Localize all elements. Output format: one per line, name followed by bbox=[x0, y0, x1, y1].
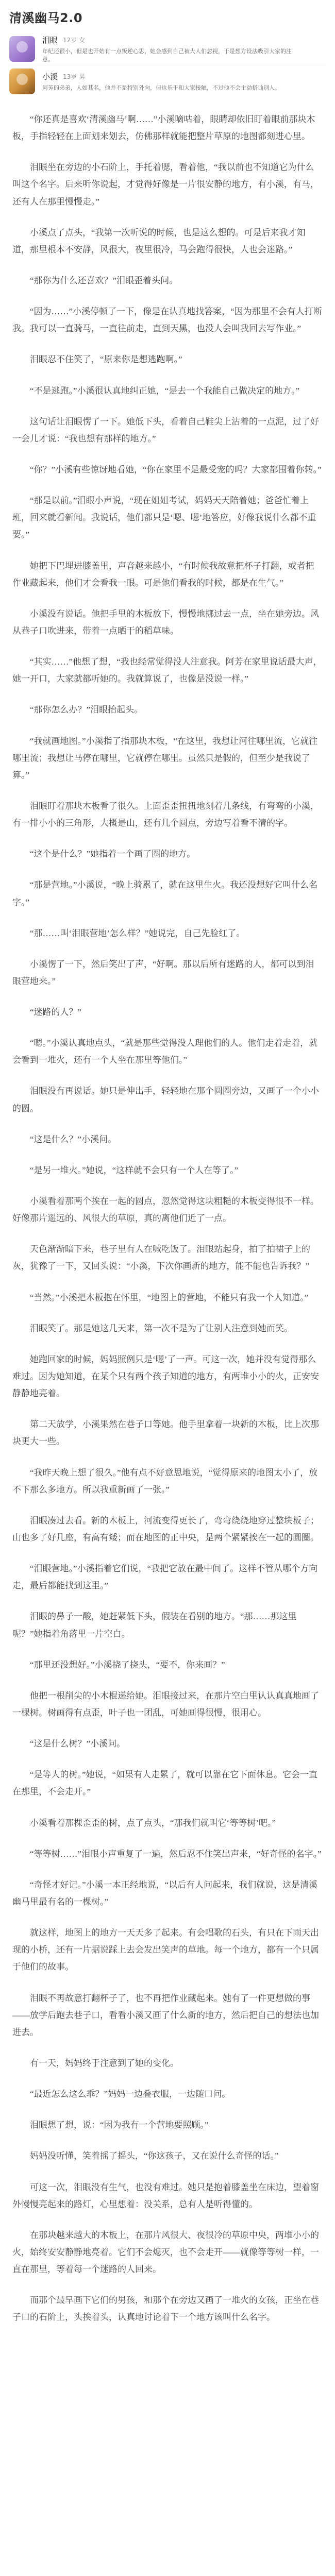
story-paragraph: “不是逃跑。”小溪很认真地纠正她，“是去一个我能自己做决定的地方。” bbox=[30, 385, 300, 396]
story-paragraph: 泪眼坐在旁边的小石阶上，手托着腮，看着他，“我以前也不知道它为什么叫这个名字。后来听你说起，才觉得好像是一片很安静的地方，有小溪，有马，还有人在那里慢慢走。” bbox=[12, 162, 319, 207]
role-info bbox=[42, 71, 280, 92]
story-paragraph: 就这样，地图上的地方一天天多了起来。有会唱歌的石头，有只在下雨天出现的小桥，还有一片据说踩上去会发出笑声的草地。每一个地方，都有一个只属于他们的故事。 bbox=[12, 1928, 319, 1972]
story-paragraph: 泪眼盯着那块木板看了很久。上面歪歪扭扭地刻着几条线，有弯弯的小溪，有一排小小的三角形，大概是山，还有几个圆点，旁边写着看不清的字。 bbox=[12, 801, 319, 828]
role-card[interactable] bbox=[9, 33, 326, 65]
story-paragraph: 小溪看着那两个挨在一起的圆点，忽然觉得这块粗糙的木板变得很不一样。好像那片遥远的、风很大的草原，真的离他们近了一点。 bbox=[12, 1196, 319, 1224]
story-paragraph: 泪眼想了想，说：“因为我有一个营地要照顾。” bbox=[30, 2120, 209, 2130]
story-paragraph: “你？”小溪有些惊讶地看她，“你在家里不是最受宠的吗？大家都围着你转。” bbox=[30, 464, 322, 474]
story-paragraph: “这个是什么？”她指着一个画了圈的地方。 bbox=[30, 849, 196, 859]
story-paragraph: “那你怎么办？”泪眼抬起头。 bbox=[30, 705, 143, 715]
role-description: 年纪还很小，但是也开始有一点叛逆心思，她会感到自己被大人们忽视，于是想方设法吸引大家的注意。 bbox=[42, 47, 292, 63]
story-paragraph: “其实……”他想了想，“我也经常觉得没人注意我。阿芳在家里说话最大声，她一开口，大家就都听她的。我就算说了，也像是没说一样。” bbox=[12, 657, 322, 684]
story-paragraph: “是另一堆火。”她说，“这样就不会只有一个人在等了。” bbox=[30, 1165, 239, 1175]
story-paragraph: “奇怪才好记。”小溪一本正经地说，“以后有人问起来，我们就说，这是清溪幽马里最有名的一棵树。” bbox=[12, 1879, 318, 1907]
story-paragraph: 泪眼的鼻子一酸，她赶紧低下头，假装在看别的地方。“那……那这里呢？”她指着角落里一片空白。 bbox=[12, 1612, 297, 1639]
story-paragraph: “那你为什么还喜欢？”泪眼歪着头问。 bbox=[30, 275, 178, 285]
page-title: 清溪幽马2.0 bbox=[9, 10, 83, 25]
story-paragraph: 这句话让泪眼愣了一下。她低下头，看着自己鞋尖上沾着的一点泥，过了好一会儿才说：“我也想有那样的地方。” bbox=[12, 416, 319, 444]
story-paragraph: 泪眼凑过去看。新的木板上，河流变得更长了，弯弯绕绕地穿过整块板子；山也多了好几座，有高有矮；而在地图的正中央，是两个紧紧挨在一起的圆圈。 bbox=[12, 1515, 319, 1543]
story-paragraph: “那是营地。”小溪说，“晚上骑累了，就在这里生火。我还没想好它叫什么名字。” bbox=[12, 880, 318, 907]
role-name: 泪眼 bbox=[42, 35, 58, 45]
story-paragraph: 可这一次，泪眼没有生气，也没有难过。她只是抱着膝盖坐在床边，望着窗外慢慢亮起来的路灯，心里想着：没关系，总有人是听得懂的。 bbox=[12, 2182, 319, 2209]
story-paragraph: 小溪点了点头，“我第一次听说的时候，也是这么想的。可是后来我才知道，那里根本不安静，风很大，夜里很冷，马会跑得很快，人也会迷路。” bbox=[12, 227, 306, 255]
story-paragraph: “我就画地图。”小溪指了指那块木板，“在这里，我想让河往哪里流，它就往哪里流；我想让马停在哪里，它就停在哪里。虽然只是假的，但至少是我说了算。” bbox=[12, 736, 318, 780]
story-paragraph: 在那块越来越大的木板上，在那片风很大、夜很冷的草原中央，两堆小小的火，始终安安静静地亮着。它们不会熄灭，也不会走开——就像等等树一样，一直在那里，等着每一个迷路的人回来。 bbox=[12, 2230, 319, 2275]
story-paragraph: “泪眼营地。”小溪指着它们说，“我把它放在最中间了。这样不管从哪个方向走，最后都能找到这里。” bbox=[12, 1564, 318, 1591]
story-paragraph: “这是什么？”小溪问。 bbox=[30, 1134, 117, 1144]
story-paragraph: 小溪没有说话。他把手里的木板放下，慢慢地挪过去一点，坐在她旁边。风从巷子口吹进来，带着一点晒干的稻草味。 bbox=[12, 608, 319, 636]
story-paragraph: “那里还没想好。”小溪挠了挠头，“要不，你来画？” bbox=[30, 1659, 225, 1670]
story-paragraph: “当然。”小溪把木板抱在怀里，“地图上的营地，不能只有我一个人知道。” bbox=[30, 1292, 309, 1302]
story-paragraph: 小溪看着那棵歪歪的树，点了点头，“那我们就叫它‘等等树’吧。” bbox=[30, 1818, 276, 1828]
role-meta: 13岁 男 bbox=[63, 73, 86, 80]
story-paragraph: “嗯。”小溪认真地点头，“就是那些觉得没人理他们的人。他们走着走着，就会看到一堆火，还有一个人坐在那里等他们。” bbox=[12, 1038, 318, 1065]
story-paragraph: “你还真是喜欢‘清溪幽马’啊……”小溪嘀咕着，眼睛却依旧盯着眼前那块木板，手指轻轻在上面划来划去，仿佛那样就能把整片草原的地图都刻进心里。 bbox=[12, 114, 315, 142]
story-paragraph: 小溪愣了一下，然后笑出了声，“好啊。那以后所有迷路的人，都可以到泪眼营地来。” bbox=[12, 959, 314, 986]
role-name: 小溪 bbox=[42, 72, 58, 81]
story-paragraph: “迷路的人？” bbox=[30, 1007, 82, 1018]
avatar bbox=[9, 36, 35, 62]
story-paragraph: 她把下巴埋进膝盖里，声音越来越小，“有时候我故意把杯子打翻，或者把作业藏起来，他们才会看我一眼。可是他们看我的时候，都是在生气。” bbox=[12, 561, 314, 588]
story-paragraph: “我昨天晚上想了很久。”他有点不好意思地说，“觉得原来的地图太小了，放不下那么多地方。所以我重新画了一张。” bbox=[12, 1467, 318, 1495]
story-paragraph: 泪眼忍不住笑了，“原来你是想逃跑啊。” bbox=[30, 354, 182, 365]
role-description: 阿芳的弟弟，人如其名，他并不是特别外向，但也乐于和大家接触，不过他不会主动搭讪别人。 bbox=[42, 84, 280, 91]
story-paragraph: “那是以前。”泪眼小声说，“现在姐姐考试，妈妈天天陪着她；爸爸忙着上班，回来就看新闻。我说话，他们都只是‘嗯、嗯’地答应，好像我说什么都不重要。” bbox=[12, 496, 316, 540]
role-card[interactable] bbox=[9, 65, 326, 97]
story-paragraph: 他把一根削尖的小木棍递给她。泪眼接过来，在那片空白里认认真真地画了一棵树。树画得有点歪，叶子也一团乱，可她画得很慢，很用心。 bbox=[12, 1690, 319, 1718]
story-paragraph: 泪眼笑了。那是她这几天来，第一次不是为了让别人注意到她而笑。 bbox=[30, 1323, 293, 1333]
story-paragraph: 而那个最早画下它们的男孩，和那个在旁边又画了一堆火的女孩，正坐在巷子口的石阶上，头挨着头，认真地讨论着下一个地方该叫什么名字。 bbox=[12, 2295, 319, 2323]
story-paragraph: 有一天，妈妈终于注意到了她的变化。 bbox=[30, 2058, 179, 2068]
story-paragraph: “因为……”小溪停顿了一下，像是在认真地找答案，“因为那里不会有人打断我。我可以一直骑马，一直往前走，直到天黑，也没人会叫我回去写作业。” bbox=[12, 307, 322, 334]
story-paragraph: “这是什么树？”小溪问。 bbox=[30, 1739, 126, 1749]
story-paragraph: 泪眼没有再说话。她只是伸出手，轻轻地在那个圆圈旁边，又画了一个小小的圆。 bbox=[12, 1086, 319, 1113]
story-body bbox=[0, 101, 335, 2326]
story-paragraph: “那……叫‘泪眼营地’怎么样？”她说完，自己先脸红了。 bbox=[30, 928, 245, 938]
role-list bbox=[0, 33, 335, 101]
story-paragraph: “等等树……”泪眼小声重复了一遍，然后忍不住笑出声来，“好奇怪的名字。” bbox=[30, 1849, 322, 1859]
story-paragraph: 她跑回家的时候，妈妈照例只是‘嗯’了一声。可这一次，她并没有觉得那么难过。因为她知道，在某个只有两个孩子知道的地方，有两堆小小的火，正安安静静地亮着。 bbox=[12, 1354, 319, 1399]
story-paragraph: 妈妈没听懂，笑着摇了摇头，“你这孩子，又在说什么奇怪的话。” bbox=[30, 2151, 279, 2161]
story-paragraph: 泪眼不再故意打翻杯子了，也不再把作业藏起来。她有了一件更想做的事——放学后跑去巷子口，看看小溪又画了什么新的地方，然后把自己的想法也加进去。 bbox=[12, 1993, 319, 2037]
role-meta: 12岁 女 bbox=[63, 36, 86, 44]
role-info bbox=[42, 35, 300, 64]
story-paragraph: “最近怎么这么乖？”妈妈一边叠衣服，一边随口问。 bbox=[30, 2089, 231, 2099]
story-paragraph: 天色渐渐暗下来，巷子里有人在喊吃饭了。泪眼站起身，拍了拍裙子上的灰，犹豫了一下，又回头说：“小溪，下次你画新的地方，能不能也告诉我？” bbox=[12, 1244, 310, 1272]
avatar bbox=[9, 69, 35, 94]
story-paragraph: 第二天放学，小溪果然在巷子口等她。他手里拿着一块新的木板，比上次那块更大一些。 bbox=[12, 1419, 319, 1447]
story-paragraph: “是等人的树。”她说，“如果有人走累了，就可以靠在它下面休息。它会一直在那里，不会走开。” bbox=[12, 1770, 318, 1797]
